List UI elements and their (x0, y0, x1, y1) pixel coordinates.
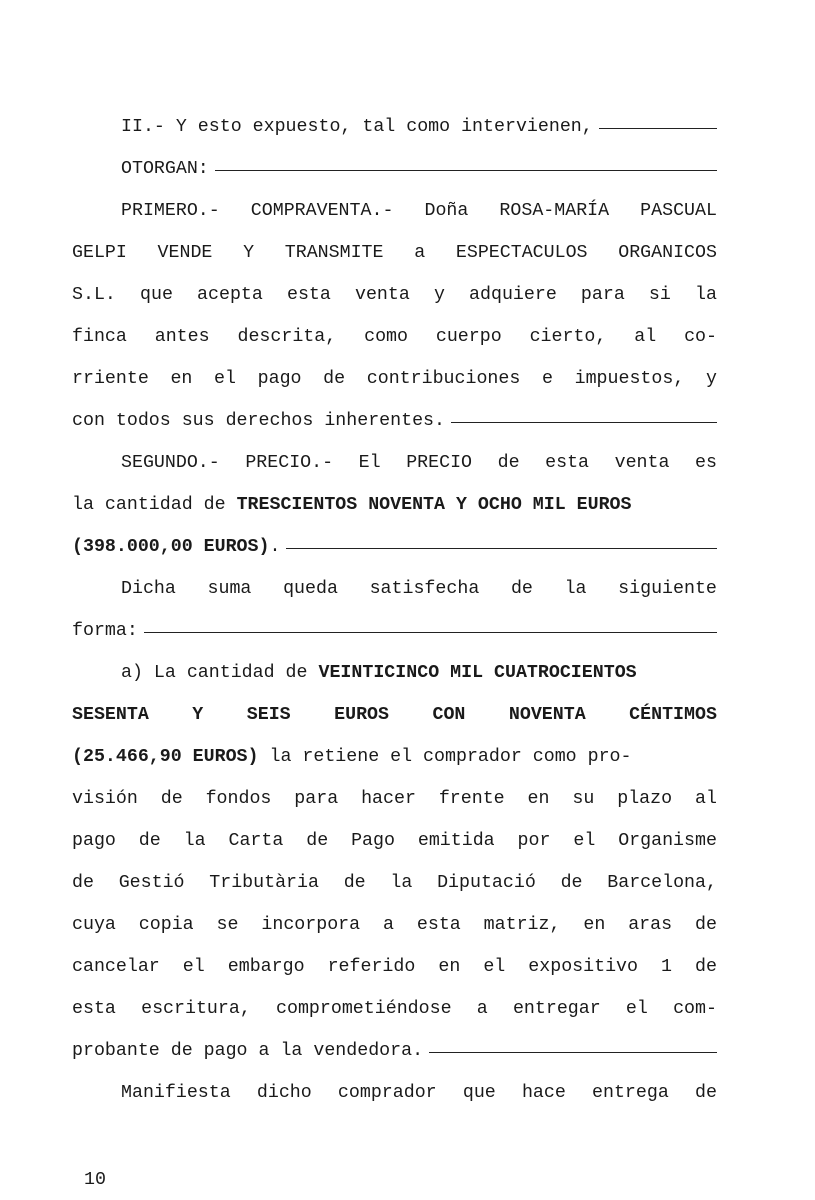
word: incorpora (261, 915, 361, 935)
word: fondos (205, 789, 272, 809)
word: de (72, 873, 94, 893)
word: el (625, 999, 648, 1019)
word: la (564, 579, 587, 599)
word: siguiente (618, 579, 717, 599)
word: esta (286, 285, 331, 305)
text-segment: . (269, 537, 281, 557)
word: la (694, 285, 717, 305)
text-line (72, 742, 717, 772)
text-line (72, 154, 717, 184)
word: acepta (197, 285, 263, 305)
word: ESPECTACULOS (455, 243, 588, 263)
word: en (170, 369, 193, 389)
word: PASCUAL (640, 201, 717, 221)
word: el (483, 957, 506, 977)
word: Gestió (118, 873, 185, 893)
word: que (462, 1083, 496, 1103)
word: adquiere (469, 285, 557, 305)
text-segment: probante de pago a la vendedora. (72, 1041, 424, 1061)
word: de (343, 873, 366, 893)
word: copia (138, 915, 194, 935)
text-line (72, 994, 717, 1024)
text-segment: con todos sus derechos inherentes. (72, 411, 445, 431)
word: SEGUNDO.- (121, 453, 220, 473)
word: PRECIO.- (245, 453, 334, 473)
word: cuerpo (435, 327, 502, 347)
text-line (72, 280, 717, 310)
text-line (72, 364, 717, 394)
word: ORGANICOS (618, 243, 717, 263)
text-line (72, 658, 717, 688)
word: emitida (417, 831, 495, 851)
retention-amount-figures: (25.466,90 EUROS) (72, 747, 259, 767)
text-line (72, 1036, 717, 1066)
word: ROSA-MARÍA (499, 201, 610, 221)
word: plazo (617, 789, 673, 809)
word: SEIS (246, 705, 291, 725)
text-segment: forma: (72, 621, 138, 641)
word: la (183, 831, 206, 851)
word: entregar (512, 999, 601, 1019)
word: Barcelona, (607, 873, 717, 893)
text-line (72, 616, 717, 646)
price-amount-words: TRESCIENTOS NOVENTA Y OCHO MIL EUROS (236, 495, 632, 515)
word: de (160, 789, 183, 809)
text-line (72, 952, 717, 982)
word: hace (521, 1083, 566, 1103)
word: por (517, 831, 551, 851)
word: que (140, 285, 173, 305)
word: venta (354, 285, 410, 305)
word: El (358, 453, 381, 473)
word: hacer (361, 789, 416, 809)
word: NOVENTA (508, 705, 586, 725)
fill-dash (429, 1052, 717, 1053)
word: cuya (72, 915, 116, 935)
word: cierto, (529, 327, 607, 347)
word: GELPI (72, 243, 127, 263)
word: de (306, 831, 329, 851)
fill-dash (144, 632, 717, 633)
word: antes (154, 327, 210, 347)
word: CÉNTIMOS (629, 705, 717, 725)
word: aras (628, 915, 673, 935)
text-line (72, 406, 717, 436)
word: S.L. (72, 285, 116, 305)
word: de (694, 1083, 717, 1103)
word: frente (438, 789, 505, 809)
text-line (72, 238, 717, 268)
word: de (510, 579, 533, 599)
text-line (72, 196, 717, 226)
word: de (694, 915, 717, 935)
word: descrita, (237, 327, 337, 347)
word: el (214, 369, 236, 389)
text-line (72, 910, 717, 940)
word: Dicha (121, 579, 176, 599)
word: entrega (592, 1083, 669, 1103)
word: visión (72, 789, 138, 809)
word: finca (72, 327, 127, 347)
word: al (694, 789, 717, 809)
text-segment: a) La cantidad de (121, 663, 319, 683)
text-line (72, 1078, 717, 1108)
fill-dash (599, 128, 717, 129)
word: es (695, 453, 717, 473)
price-amount-figures: (398.000,00 EUROS) (72, 537, 270, 557)
word: expositivo (528, 957, 638, 977)
word: pago (72, 831, 116, 851)
word: dicho (256, 1083, 312, 1103)
word: suma (207, 579, 252, 599)
word: CON (432, 705, 466, 725)
word: TRANSMITE (284, 243, 384, 263)
word: de (138, 831, 161, 851)
word: esta (72, 999, 116, 1019)
word: de (497, 453, 520, 473)
word: PRIMERO.- (121, 201, 220, 221)
word: Doña (424, 201, 469, 221)
word: cancelar (72, 957, 160, 977)
word: queda (283, 579, 338, 599)
word: com- (673, 999, 717, 1019)
page-number: 10 (84, 1170, 106, 1190)
word: en (527, 789, 550, 809)
word: Tributària (209, 873, 319, 893)
word: escritura, (141, 999, 251, 1019)
word: esta (545, 453, 590, 473)
word: en (438, 957, 461, 977)
word: impuestos, (574, 369, 685, 389)
text-line (72, 784, 717, 814)
word: EUROS (334, 705, 389, 725)
text-segment: la cantidad de (72, 495, 237, 515)
text-line (72, 574, 717, 604)
word: 1 (661, 957, 672, 977)
text-line (72, 448, 717, 478)
word: como (364, 327, 408, 347)
word: VENDE (157, 243, 213, 263)
word: y (705, 369, 717, 389)
word: de (323, 369, 346, 389)
word: y (433, 285, 445, 305)
word: Diputació (437, 873, 536, 893)
word: rriente (72, 369, 149, 389)
word: PRECIO (406, 453, 473, 473)
fill-dash (451, 422, 717, 423)
word: la (390, 873, 413, 893)
word: si (648, 285, 671, 305)
fill-dash (215, 170, 717, 171)
text-line (72, 490, 717, 520)
word: contribuciones (366, 369, 521, 389)
word: el (182, 957, 205, 977)
word: de (695, 957, 717, 977)
word: su (572, 789, 595, 809)
text-segment: la retiene el comprador como pro- (258, 747, 632, 767)
word: Y (243, 243, 255, 263)
word: pago (257, 369, 302, 389)
text-line (72, 532, 717, 562)
text-line (72, 700, 717, 730)
word: al (634, 327, 657, 347)
retention-amount-words: VEINTICINCO MIL CUATROCIENTOS (318, 663, 637, 683)
word: SESENTA (72, 705, 149, 725)
word: Y (192, 705, 204, 725)
word: comprador (337, 1083, 437, 1103)
word: esta (416, 915, 461, 935)
word: Carta (228, 831, 284, 851)
word: e (541, 369, 553, 389)
word: se (216, 915, 239, 935)
text-line (72, 868, 717, 898)
word: el (573, 831, 596, 851)
word: Pago (351, 831, 395, 851)
word: en (583, 915, 606, 935)
word: a (414, 243, 426, 263)
word: matriz, (483, 915, 561, 935)
text-line (72, 112, 717, 142)
word: de (560, 873, 583, 893)
text-segment: OTORGAN: (121, 159, 209, 179)
word: Manifiesta (121, 1083, 231, 1103)
word: comprometiéndose (276, 999, 452, 1019)
word: a (476, 999, 488, 1019)
text-line (72, 826, 717, 856)
word: COMPRAVENTA.- (250, 201, 394, 221)
word: co- (684, 327, 717, 347)
word: a (383, 915, 394, 935)
word: Organisme (618, 831, 717, 851)
word: para (294, 789, 339, 809)
text-segment: II.- Y esto expuesto, tal como intervienen, (121, 117, 593, 137)
word: satisfecha (369, 579, 480, 599)
word: venta (614, 453, 670, 473)
word: referido (327, 957, 416, 977)
word: embargo (227, 957, 305, 977)
word: para (580, 285, 625, 305)
text-line (72, 322, 717, 352)
fill-dash (286, 548, 717, 549)
